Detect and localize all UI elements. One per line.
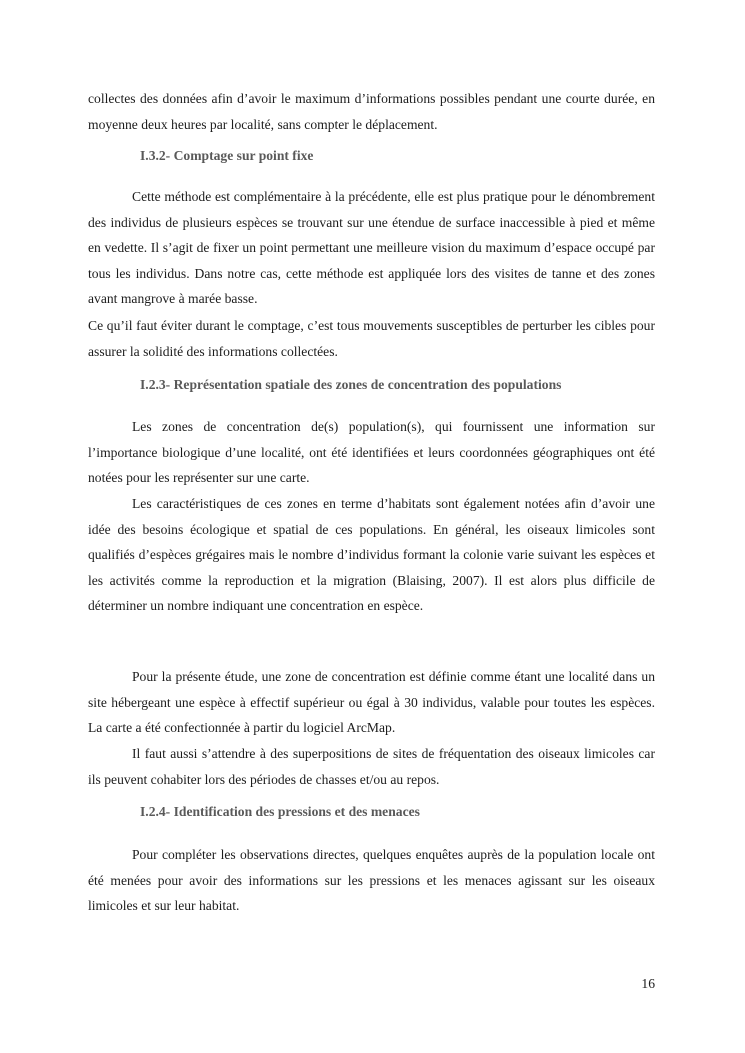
section-heading-representation-spatiale: I.2.3- Représentation spatiale des zones de concentration des populations [140,377,562,392]
paragraph-collectes: collectes des données afin d’avoir le maximum d’informations possibles pendant une courte durée, en moyenne deux heures par localité, sans compter le déplacement. [88,91,655,132]
page-number: 16 [641,976,655,991]
paragraph-zones-concentration: Les zones de concentration de(s) population(s), qui fournissent une information sur l’importance biologique d’une localité, ont été identifiées et leurs coordonnées géographiques ont été notées pour les représenter sur une carte. [88,419,655,485]
paragraph-caracteristiques-zones: Les caractéristiques de ces zones en terme d’habitats sont également notées afin d’avoir une idée des besoins écologique et spatial de ces populations. En général, les oiseaux limicoles sont qualifiés d’espèces grégaires mais le nombre d’individus formant la colonie varie suivant les espèces et les activités comme la reproduction et la migration (Blaising, 2007). Il est alors plus difficile de déterminer un nombre indiquant une concentration en espèce. [88,496,655,613]
section-heading-comptage-point-fixe: I.3.2- Comptage sur point fixe [140,148,314,163]
section-heading-identification-pressions: I.2.4- Identification des pressions et des menaces [140,804,420,819]
paragraph-methode-complementaire: Cette méthode est complémentaire à la précédente, elle est plus pratique pour le dénombrement des individus de plusieurs espèces se trouvant sur une étendue de surface inaccessible à pied et même en vedette. Il s’agit de fixer un point permettant une meilleure vision du maximum d’espace occupé par tous les individus. Dans notre cas, cette méthode est appliquée lors des visites de tanne et des zones avant mangrove à marée basse. [88,189,655,306]
paragraph-eviter-comptage: Ce qu’il faut éviter durant le comptage, c’est tous mouvements susceptibles de perturber les cibles pour assurer la solidité des informations collectées. [88,318,655,359]
paragraph-superpositions-sites: Il faut aussi s’attendre à des superpositions de sites de fréquentation des oiseaux limicoles car ils peuvent cohabiter lors des périodes de chasses et/ou au repos. [88,746,655,787]
paragraph-presente-etude: Pour la présente étude, une zone de concentration est définie comme étant une localité dans un site hébergeant une espèce à effectif supérieur ou égal à 30 individus, valable pour toutes les espèces. La carte a été confectionnée à partir du logiciel ArcMap. [88,669,655,735]
paragraph-enquetes-population: Pour compléter les observations directes, quelques enquêtes auprès de la population locale ont été menées pour avoir des informations sur les pressions et les menaces agissant sur les oiseaux limicoles et sur leur habitat. [88,847,655,913]
